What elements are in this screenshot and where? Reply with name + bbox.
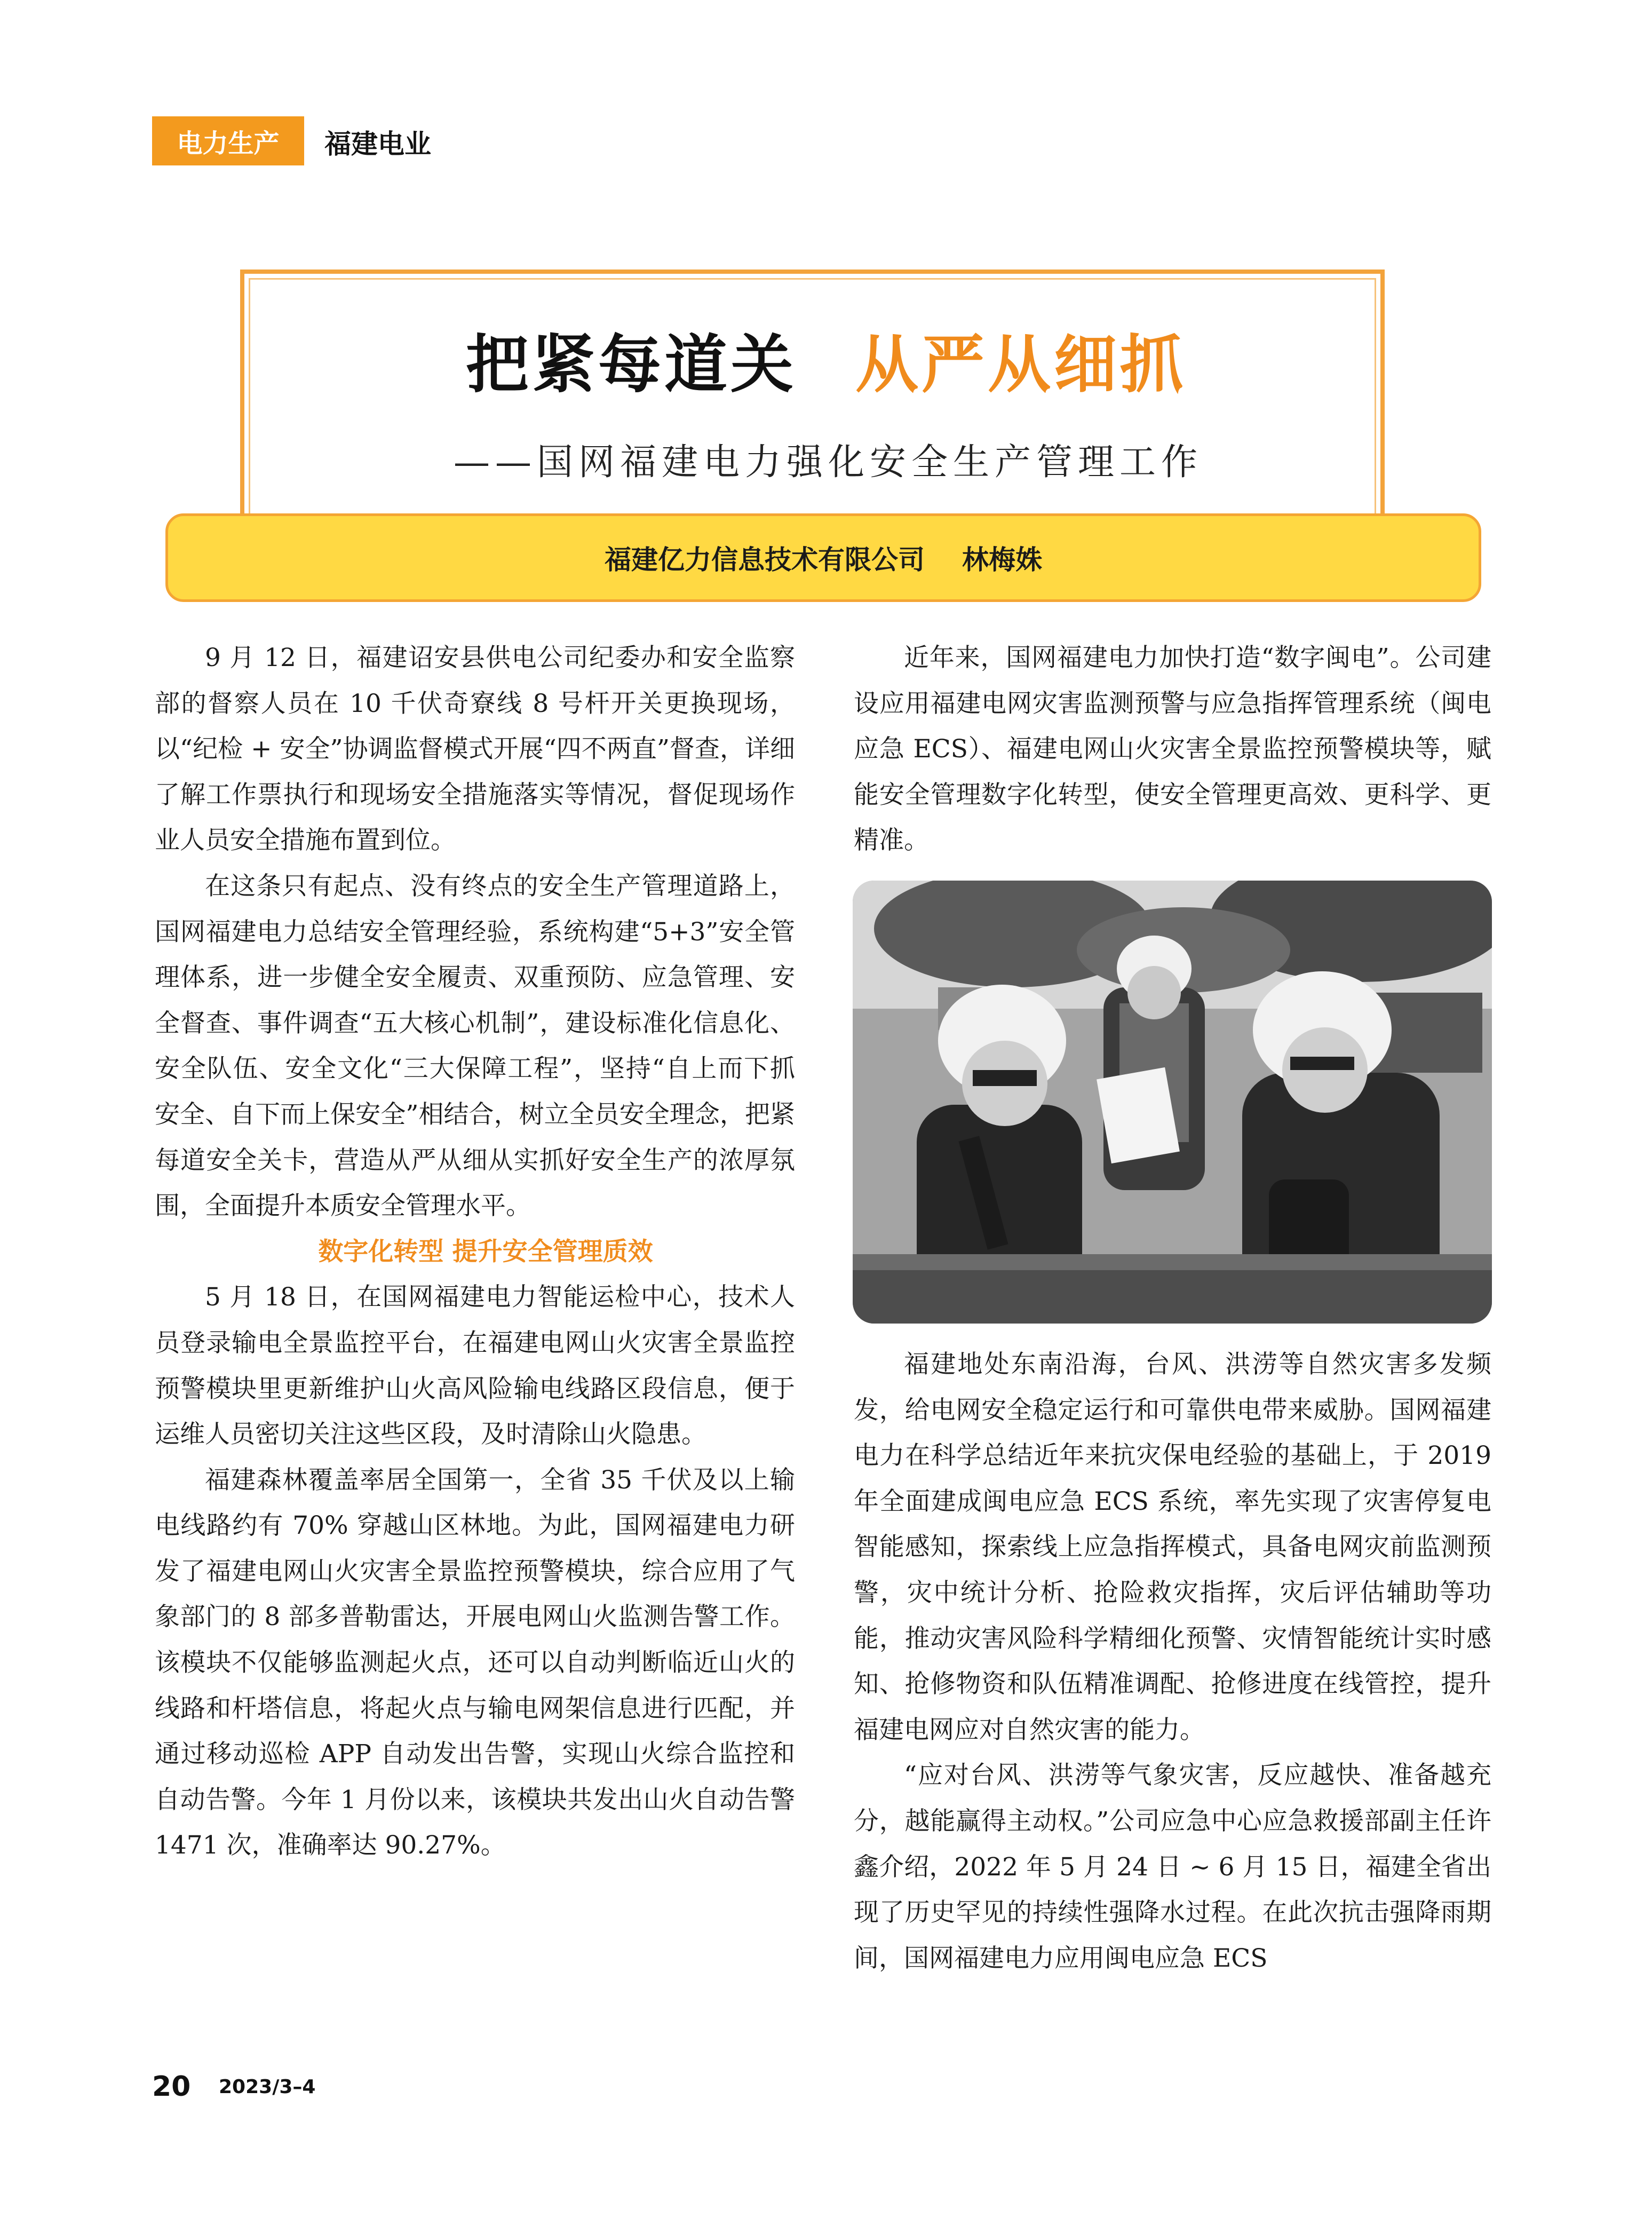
section-tag: 电力生产 [152, 116, 304, 165]
left-column [155, 635, 795, 1868]
article-photo [853, 881, 1492, 1324]
paragraph: 福建地处东南沿海，台风、洪涝等自然灾害多发频发，给电网安全稳定运行和可靠供电带来威胁。国网福建电力在科学总结近年来抗灾保电经验的基础上，于 2019 年全面建成闽电应急 ECS 系统，率先实现了灾害停复电智能感知，探索线上应急指挥模式，具备电网灾前监测预警，灾中统计分析、抢险救灾指挥，灾后评估辅助等功能，推动灾害风险科学精细化预警、灾情智能统计实时感知、抢修物资和队伍精准调配、抢修进度在线管控，提升福建电网应对自然灾害的能力。 [854, 1350, 1491, 1745]
section-subheading: 数字化转型 提升安全管理质效 [318, 1237, 653, 1266]
author-bar [165, 513, 1481, 602]
paragraph: 福建森林覆盖率居全国第一，全省 35 千伏及以上输电线路约有 70% 穿越山区林地。为此，国网福建电力研发了福建电网山火灾害全景监控预警模块，综合应用了气象部门的 8 部多普勒雷达，开展电网山火监测告警工作。该模块不仅能够监测起火点，还可以自动判断临近山火的线路和杆塔信息，将起火点与输电网架信息进行匹配，并通过移动巡检 APP 自动发出告警，实现山火综合监控和自动告警。今年 1 月份以来，该模块共发出山火自动告警 1471 次，准确率达 90.27%。 [155, 1465, 795, 1860]
article-subtitle: ——国网福建电力强化安全生产管理工作 [454, 441, 1203, 484]
photo-illustration [853, 881, 1492, 1324]
title-part-1: 把紧每道关 [465, 328, 797, 401]
author-org: 福建亿力信息技术有限公司 [605, 544, 925, 575]
paragraph: 近年来，国网福建电力加快打造“数字闽电”。公司建设应用福建电网灾害监测预警与应急指挥管理系统（闽电应急 ECS）、福建电网山火灾害全景监控预警模块等，赋能安全管理数字化转型，使安全管理更高效、更科学、更精准。 [854, 643, 1491, 855]
right-column-bottom [854, 1342, 1491, 1981]
issue-number: 2023/3–4 [219, 2076, 316, 2098]
paragraph: “应对台风、洪涝等气象灾害，反应越快、准备越充分，越能赢得主动权。”公司应急中心应急救援部副主任许鑫介绍，2022 年 5 月 24 日 ~ 6 月 15 日，福建全省出现了历史罕见的持续性强降水过程。在此次抗击强降雨期间，国网福建电力应用闽电应急 ECS [854, 1761, 1491, 1973]
paragraph: 9 月 12 日，福建诏安县供电公司纪委办和安全监察部的督察人员在 10 千伏奇寮线 8 号杆开关更换现场，以“纪检 + 安全”协调监督模式开展“四不两直”督查，详细了解工作票执行和现场安全措施落实等情况，督促现场作业人员安全措施布置到位。 [155, 643, 795, 855]
title-part-2: 从严从细抓 [855, 328, 1187, 401]
right-column-top [854, 635, 1491, 864]
paragraph: 5 月 18 日，在国网福建电力智能运检中心，技术人员登录输电全景监控平台，在福建电网山火灾害全景监控预警模块里更新维护山火高风险输电线路区段信息，便于运维人员密切关注这些区段，及时清除山火隐患。 [155, 1282, 795, 1449]
paragraph: 在这条只有起点、没有终点的安全生产管理道路上，国网福建电力总结安全管理经验，系统构建“5+3”安全管理体系，进一步健全安全履责、双重预防、应急管理、安全督查、事件调查“五大核心机制”，建设标准化信息化、安全队伍、安全文化“三大保障工程”，坚持“自上而下抓安全、自下而上保安全”相结合，树立全员安全理念，把紧每道安全关卡，营造从严从细从实抓好安全生产的浓厚氛围，全面提升本质安全管理水平。 [155, 871, 795, 1221]
article-title [0, 314, 1652, 405]
magazine-name: 福建电业 [324, 129, 431, 160]
page-number: 20 [152, 2071, 191, 2103]
author-name: 林梅姝 [962, 544, 1042, 575]
